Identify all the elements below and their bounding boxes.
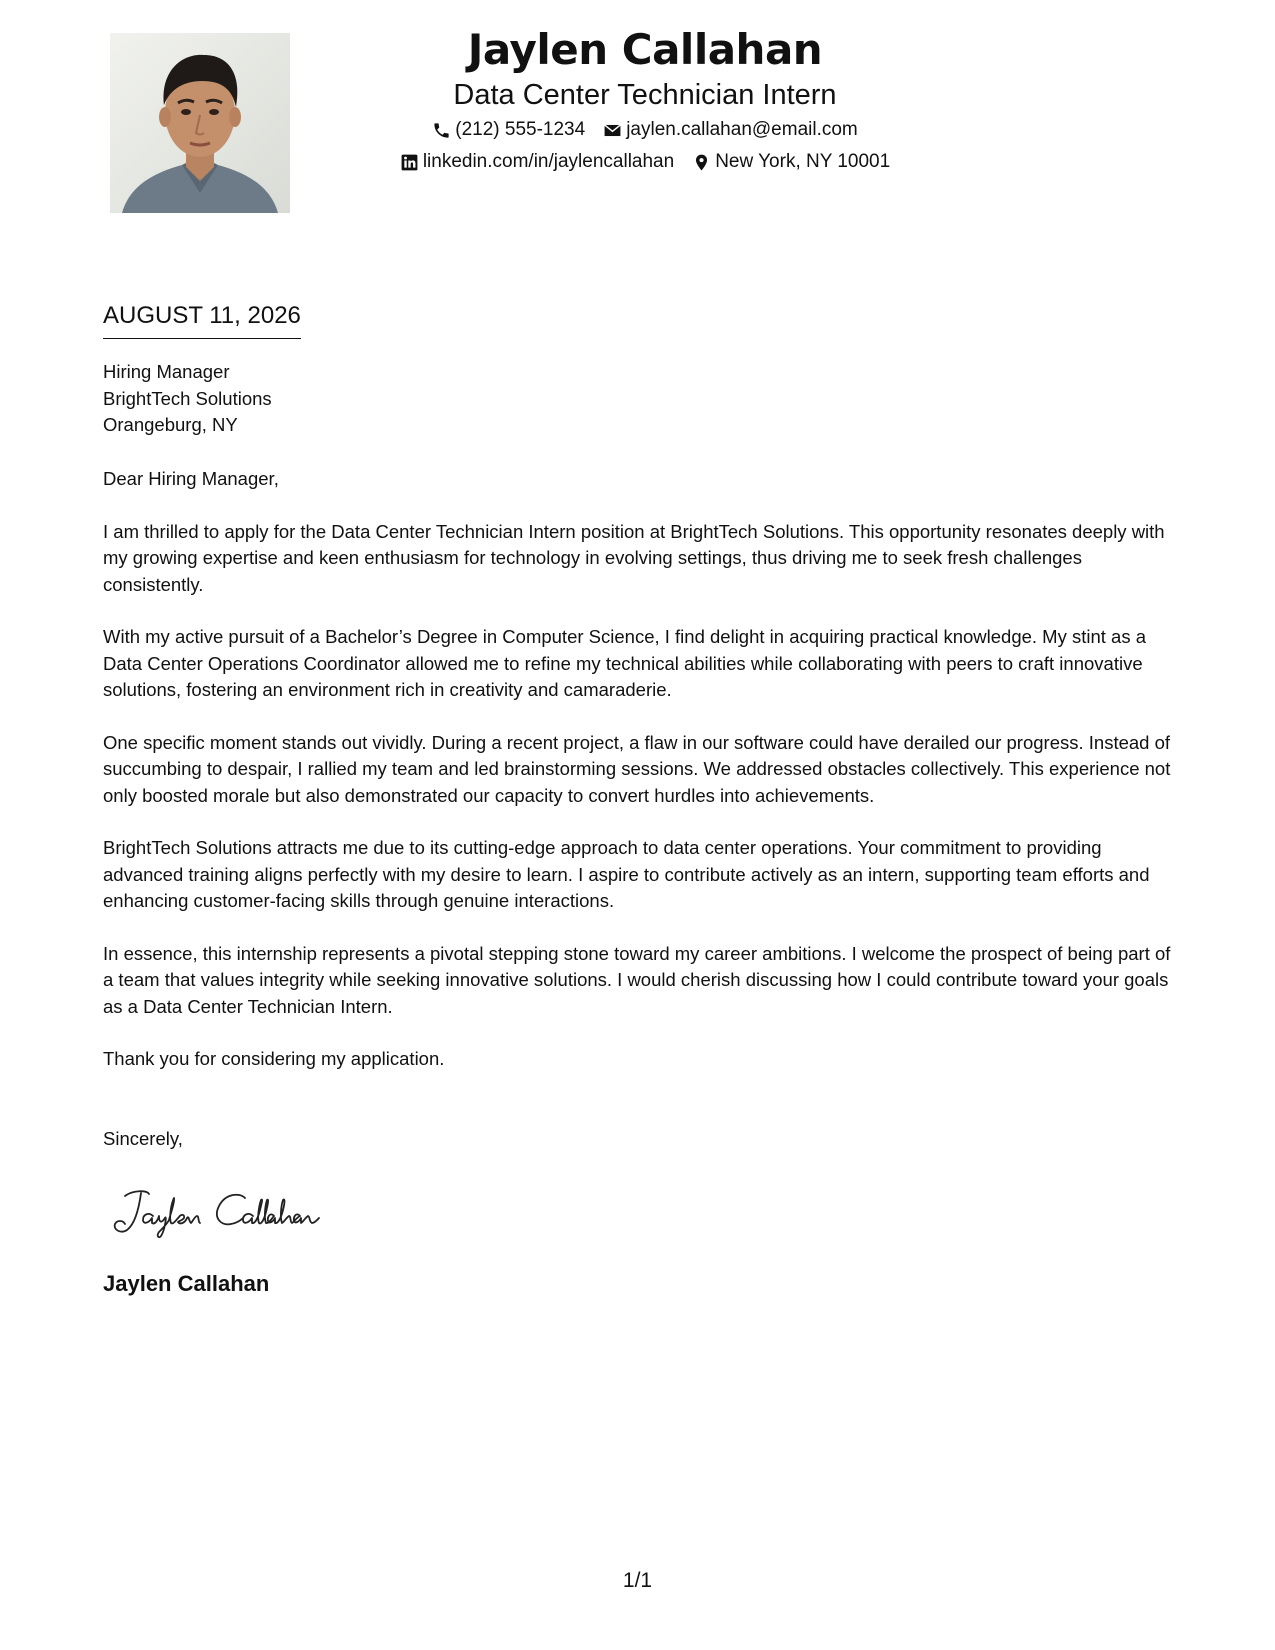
phone-icon bbox=[432, 121, 451, 140]
contact-line-1 bbox=[340, 114, 950, 146]
recipient-location: Orangeburg, NY bbox=[103, 414, 238, 435]
greeting: Dear Hiring Manager, bbox=[103, 468, 279, 489]
closing: Sincerely, bbox=[103, 1128, 183, 1149]
body-paragraph-3: One specific moment stands out vividly. During a recent project, a flaw in our software could have derailed our progress. Instead of succumbing to despair, I rallied my team and led brainstorming sessions. We addressed obstacles collectively. This experience not only boosted morale but also demonstrated our capacity to convert hurdles into achievements. bbox=[103, 731, 1171, 806]
body-paragraph-5: In essence, this internship represents a pivotal stepping stone toward my career ambitions. I welcome the prospect of being part of a team that values integrity while seeking innovative solutions. I would cherish discussing how I could contribute toward your goals as a Data Center Technician Intern. bbox=[103, 942, 1171, 1017]
email-text[interactable]: jaylen.callahan@email.com bbox=[626, 119, 858, 140]
thanks-line: Thank you for considering my application. bbox=[103, 1048, 445, 1069]
page-number: 1/1 bbox=[622, 1569, 653, 1592]
signature-image bbox=[103, 1178, 363, 1244]
linkedin-text[interactable]: linkedin.com/in/jaylencallahan bbox=[422, 151, 675, 172]
signer-name: Jaylen Callahan bbox=[103, 1271, 270, 1296]
profile-photo bbox=[110, 33, 290, 213]
recipient-company: BrightTech Solutions bbox=[103, 387, 272, 409]
applicant-role: Data Center Technician Intern bbox=[453, 79, 837, 111]
applicant-name: Jaylen Callahan bbox=[467, 25, 823, 74]
envelope-icon bbox=[603, 121, 622, 140]
linkedin-icon bbox=[400, 153, 419, 172]
contact-line-2 bbox=[340, 146, 950, 178]
phone-text: (212) 555-1234 bbox=[455, 119, 586, 140]
body-paragraph-1: I am thrilled to apply for the Data Center Technician Intern position at BrightTech Solutions. This opportunity resonates deeply with my growing expertise and keen enthusiasm for technology in evolving settings, thus driving me to seek fresh challenges consistently. bbox=[103, 520, 1165, 595]
contact-location bbox=[692, 146, 890, 178]
contact-linkedin[interactable] bbox=[400, 146, 674, 178]
handwritten-signature bbox=[103, 1178, 363, 1244]
letter-date: AUGUST 11, 2026 bbox=[103, 300, 301, 339]
recipient-title: Hiring Manager bbox=[103, 361, 230, 382]
map-pin-icon bbox=[692, 153, 711, 172]
portrait-image bbox=[110, 33, 290, 213]
body-paragraph-2: With my active pursuit of a Bachelor’s Degree in Computer Science, I find delight in acquiring practical knowledge. My stint as a Data Center Operations Coordinator allowed me to refine my technical abilities while collaborating with peers to craft innovative solutions, fostering an environment rich in creativity and camaraderie. bbox=[103, 626, 1147, 700]
recipient-block bbox=[103, 359, 272, 439]
body-paragraph-4: BrightTech Solutions attracts me due to its cutting-edge approach to data center operations. Your commitment to providing advanced training aligns perfectly with my desire to learn. I aspire to contribute actively as an intern, supporting team efforts and enhancing customer-facing skills through genuine interactions. bbox=[103, 837, 1150, 911]
contact-phone bbox=[432, 114, 585, 146]
location-text: New York, NY 10001 bbox=[715, 151, 891, 172]
contact-email[interactable] bbox=[603, 114, 858, 146]
letter-header bbox=[340, 20, 950, 178]
letter-body bbox=[103, 466, 1183, 1099]
